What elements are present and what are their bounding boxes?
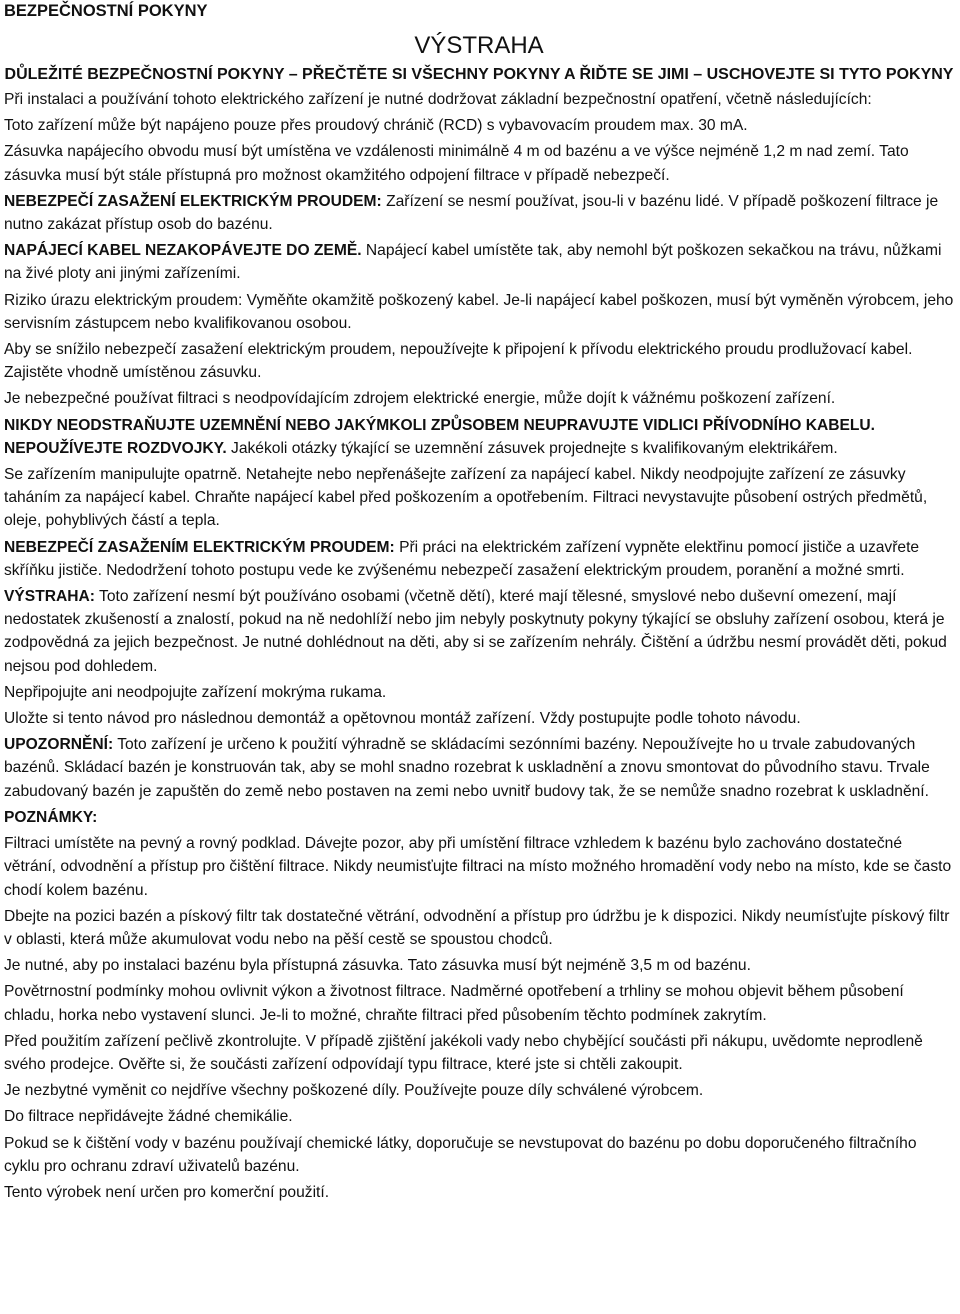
paragraph-text: Aby se snížilo nebezpečí zasažení elektrickým proudem, nepoužívejte k připojení k přívodu elektrického proudu prodlužovací kabel. Zajistěte vhodně umístěnou zásuvku. bbox=[4, 341, 913, 382]
paragraph-text: Je nebezpečné používat filtraci s neodpovídajícím zdrojem elektrické energie, může dojít k vážnému poškození zařízení. bbox=[4, 390, 836, 408]
section-label: BEZPEČNOSTNÍ POKYNY bbox=[4, 2, 208, 20]
paragraph bbox=[4, 681, 954, 704]
paragraph-lead: NEBEZPEČÍ ZASAŽENÍM ELEKTRICKÝM PROUDEM: bbox=[4, 538, 395, 556]
paragraph bbox=[4, 733, 954, 803]
paragraph bbox=[4, 1181, 954, 1204]
paragraph-text: Uložte si tento návod pro následnou demontáž a opětovnou montáž zařízení. Vždy postupujte podle tohoto návodu. bbox=[4, 710, 801, 728]
paragraph-text: Jakékoli otázky týkající se uzemnění zásuvek projednejte s kvalifikovaným elektrikářem. bbox=[226, 439, 838, 457]
paragraph-text: Pokud se k čištění vody v bazénu používají chemické látky, doporučuje se nevstupovat do bazénu po dobu doporučeného filtračního cyklu pro ochranu zdraví uživatelů bazénu. bbox=[4, 1134, 917, 1175]
paragraph-text: Tento výrobek není určen pro komerční použití. bbox=[4, 1183, 330, 1201]
paragraph bbox=[4, 414, 954, 460]
paragraph bbox=[4, 463, 954, 533]
paragraph-text: Toto zařízení nesmí být používáno osobami (včetně dětí), které mají tělesné, smyslové nebo duševní omezení, mají nedostatek zkušeností a znalostí, pokud na ně nedohlíží nebo jim nebyly poskytnuty pokyny týkající se obsluhy zařízení osobou, která je zodpovědná za jejich bezpečnost. Je nutné dohlédnout na děti, aby si se zařízením nehrály. Čištění a údržbu nesmí provádět děti, pokud nejsou pod dohledem. bbox=[4, 588, 947, 675]
paragraph-text: Filtraci umístěte na pevný a rovný podklad. Dávejte pozor, aby při umístění filtrace vzhledem k bazénu bylo zachováno dostatečné větrání, odvodnění a přístup pro čištění filtrace. Nikdy neumisťujte filtraci na místo možného hromadění vody nebo na místo, kde se často chodí kolem bazénu. bbox=[4, 835, 952, 899]
paragraph bbox=[4, 114, 954, 137]
paragraph-text: Nepřipojujte ani neodpojujte zařízení mokrýma rukama. bbox=[4, 683, 387, 701]
document-body bbox=[4, 88, 954, 1204]
paragraph-text: Je nutné, aby po instalaci bazénu byla přístupná zásuvka. Tato zásuvka musí být nejméně 3,5 m od bazénu. bbox=[4, 957, 751, 975]
paragraph bbox=[4, 905, 954, 951]
paragraph-lead: NEBEZPEČÍ ZASAŽENÍ ELEKTRICKÝM PROUDEM: bbox=[4, 192, 382, 210]
paragraph-lead: VÝSTRAHA: bbox=[4, 588, 95, 606]
paragraph-text: Při práci na elektrickém zařízení vypněte elektřinu pomocí jističe a uzavřete skříňku jističe. Nedodržení tohoto postupu vede ke zvýšenému nebezpečí zasažení elektrickým proudem, poranění a možné smrti. bbox=[4, 538, 920, 579]
paragraph-text: Toto zařízení je určeno k použití výhradně se skládacími sezónními bazény. Nepoužívejte ho u trvale zabudovaných bazénů. Skládací bazén je konstruován tak, aby se mohl snadno rozebrat k uskladnění a znovu smontovat do původního stavu. Trvale zabudovaný bazén je zapuštěn do země nebo postaven na zemi nebo uvnitř budovy tak, že se nemůže snadno rozebrat k uskladnění. bbox=[4, 736, 930, 800]
paragraph bbox=[4, 338, 954, 384]
paragraph bbox=[4, 190, 954, 236]
paragraph bbox=[4, 707, 954, 730]
paragraph-text: Při instalaci a používání tohoto elektrického zařízení je nutné dodržovat základní bezpečnostní opatření, včetně následujících: bbox=[4, 91, 872, 108]
paragraph-lead: NIKDY NEODSTRAŇUJTE UZEMNĚNÍ NEBO JAKÝMKOLI ZPŮSOBEM NEUPRAVUJTE VIDLICI PŘÍVODNÍHO KABELU. NEPOUŽÍVEJTE ROZDVOJKY. bbox=[4, 416, 876, 457]
paragraph-text: Před použitím zařízení pečlivě zkontrolujte. V případě zjištění jakékoli vady nebo chybějící součásti při nákupu, uvědomte neprodleně svého prodejce. Ověřte si, že součásti zařízení odpovídají typu filtrace, které jste si chtěli zakoupit. bbox=[4, 1032, 923, 1073]
paragraph bbox=[4, 1105, 954, 1128]
paragraph-lead: UPOZORNĚNÍ: bbox=[4, 736, 114, 754]
paragraph-text: Do filtrace nepřidávejte žádné chemikálie. bbox=[4, 1108, 293, 1126]
paragraph-lead: POZNÁMKY: bbox=[4, 808, 98, 826]
page-title: VÝSTRAHA bbox=[414, 32, 544, 59]
paragraph-text: Povětrnostní podmínky mohou ovlivnit výkon a životnost filtrace. Nadměrné opotřebení a trhliny se mohou objevit během působení chladu, horka nebo vystavení slunci. Je-li to možné, chraňte filtraci před působením těchto podmínek zakrytím. bbox=[4, 983, 904, 1024]
paragraph-text: Dbejte na pozici bazén a pískový filtr tak dostatečné větrání, odvodnění a přístup pro údržbu je k dispozici. Nikdy neumísťujte pískový filtr v oblasti, která může akumulovat vodu nebo na pěší cestě se spoustou chodců. bbox=[4, 907, 950, 948]
paragraph bbox=[4, 980, 954, 1026]
paragraph-lead: NAPÁJECÍ KABEL NEZAKOPÁVEJTE DO ZEMĚ. bbox=[4, 242, 362, 260]
paragraph-text: Je nezbytné vyměnit co nejdříve všechny poškozené díly. Používejte pouze díly schválené výrobcem. bbox=[4, 1082, 704, 1100]
paragraph bbox=[4, 1079, 954, 1102]
paragraph bbox=[4, 239, 954, 285]
paragraph bbox=[4, 585, 954, 678]
paragraph bbox=[4, 88, 954, 111]
paragraph-text: Zásuvka napájecího obvodu musí být umístěna ve vzdálenosti minimálně 4 m od bazénu a ve výšce nejméně 1,2 m nad zemí. Tato zásuvka musí být stále přístupná pro možnost okamžitého odpojení filtrace v případě nebezpečí. bbox=[4, 143, 909, 184]
paragraph bbox=[4, 1030, 954, 1076]
paragraph bbox=[4, 536, 954, 582]
paragraph bbox=[4, 289, 954, 335]
paragraph-text: Zařízení se nesmí používat, jsou-li v bazénu lidé. V případě poškození filtrace je nutno zakázat přístup osob do bazénu. bbox=[4, 192, 939, 234]
paragraph bbox=[4, 1132, 954, 1178]
paragraph-text: Se zařízením manipulujte opatrně. Netahejte nebo nepřenášejte zařízení za napájecí kabel. Nikdy neodpojujte zařízení ze zásuvky taháním za napájecí kabel. Chraňte napájecí kabel před poškozením a opotřebením. Filtraci nevystavujte působení ostrých předmětů, oleje, pohyblivých částí a tepla. bbox=[4, 466, 928, 530]
paragraph bbox=[4, 832, 954, 902]
paragraph-text: Napájecí kabel umístěte tak, aby nemohl být poškozen sekačkou na trávu, nůžkami na živé ploty ani jinými zařízeními. bbox=[4, 242, 942, 283]
paragraph-text: Riziko úrazu elektrickým proudem: Vyměňte okamžitě poškozený kabel. Je-li napájecí kabel poškozen, musí být vyměněn výrobcem, jeho servisním zástupcem nebo kvalifikovanou osobou. bbox=[4, 291, 954, 332]
paragraph bbox=[4, 954, 954, 977]
paragraph bbox=[4, 387, 954, 410]
paragraph bbox=[4, 140, 954, 186]
page-subtitle: DŮLEŽITÉ BEZPEČNOSTNÍ POKYNY – PŘEČTĚTE SI VŠECHNY POKYNY A ŘIĎTE SE JIMI – USCHOVEJTE SI TYTO POKYNY bbox=[4, 66, 954, 83]
paragraph bbox=[4, 806, 954, 829]
paragraph-text: Toto zařízení může být napájeno pouze přes proudový chránič (RCD) s vybavovacím proudem max. 30 mA. bbox=[4, 117, 748, 135]
